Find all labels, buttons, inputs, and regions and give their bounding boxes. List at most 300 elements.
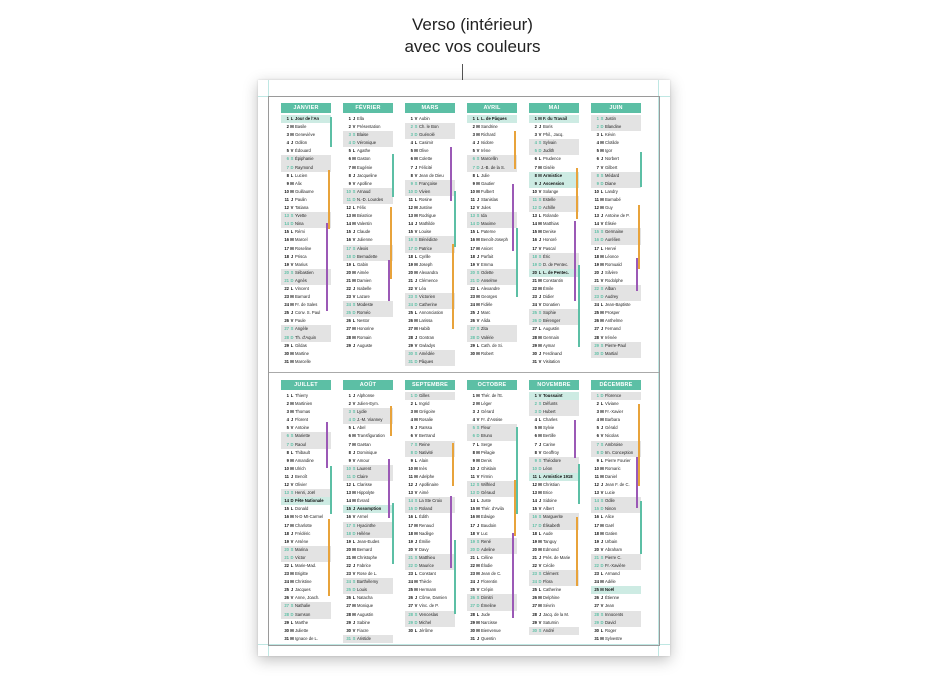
day-row [467, 350, 517, 358]
saint-name: Pâques [419, 358, 434, 364]
day-number: 3 [596, 132, 599, 138]
day-row [467, 228, 517, 236]
day-number: 10 [346, 465, 351, 471]
saint-name: Jour de l'An [295, 116, 320, 121]
day-number: 1 [534, 116, 537, 121]
day-row [405, 196, 455, 204]
day-number: 11 [284, 473, 289, 479]
saint-name: Jean de C. [481, 571, 502, 577]
day-number: 26 [346, 318, 351, 324]
weekday-letter: D [290, 164, 294, 170]
holiday-stripe [388, 459, 390, 518]
day-row [405, 505, 455, 513]
weekday-letter: M [352, 433, 356, 439]
day-row [343, 253, 393, 261]
saint-name: Amour [357, 457, 370, 463]
weekday-letter: V [600, 603, 604, 609]
day-row [591, 123, 641, 131]
saint-name: Alix [295, 180, 302, 186]
saint-name: Marius [295, 261, 308, 267]
saint-name: Matthieu [419, 554, 436, 560]
saint-name: Jean [605, 603, 615, 609]
weekday-letter: M [476, 124, 480, 130]
weekday-letter: L [352, 261, 356, 267]
day-row [343, 204, 393, 212]
saint-name: Émile [543, 285, 554, 291]
holiday-stripe [390, 207, 392, 279]
saint-name: Élisabeth [543, 522, 561, 528]
saint-name: Nicolas [605, 433, 619, 439]
day-number: 23 [346, 571, 351, 577]
day-row [343, 155, 393, 163]
weekday-letter: V [414, 603, 418, 609]
saint-name: Hermann [419, 587, 437, 593]
weekday-letter: D [352, 473, 356, 479]
saint-name: Alphonse [357, 393, 375, 398]
day-row [343, 309, 393, 317]
weekday-letter: M [352, 546, 356, 552]
saint-name: Prudence [543, 156, 561, 162]
saint-name: Marcelle [295, 358, 311, 364]
day-number: 18 [284, 530, 289, 536]
weekday-letter: L [414, 310, 418, 316]
day-row [281, 594, 331, 602]
holiday-stripe [328, 170, 330, 229]
saint-name: Thibault [295, 449, 310, 455]
saint-name: Barbara [605, 417, 620, 423]
day-row [343, 277, 393, 285]
saint-name: Pascal [543, 245, 556, 251]
saint-name: Modeste [357, 302, 374, 308]
day-row [529, 334, 579, 342]
day-number: 18 [594, 253, 599, 259]
day-row [591, 627, 641, 635]
day-number: 25 [594, 310, 599, 316]
day-number: 22 [470, 562, 475, 568]
weekday-letter: V [414, 172, 418, 178]
day-number: 23 [346, 294, 351, 300]
day-row [405, 277, 455, 285]
day-row [467, 562, 517, 570]
saint-name: Sébastien [295, 269, 314, 275]
day-number: 14 [470, 221, 475, 227]
day-number: 21 [532, 554, 537, 560]
saint-name: Estelle [543, 196, 556, 202]
weekday-letter: M [538, 595, 542, 601]
weekday-letter: D [538, 409, 542, 415]
day-row [467, 522, 517, 530]
weekday-letter: V [290, 148, 294, 154]
weekday-letter: S [352, 245, 356, 251]
saint-name: Romuald [605, 261, 622, 267]
day-number: 17 [470, 245, 475, 251]
day-number: 18 [408, 530, 413, 536]
weekday-letter: D [290, 498, 294, 504]
day-number: 27 [532, 603, 537, 609]
saint-name: Christine [295, 579, 312, 585]
saint-name: Thér. d'Avila [481, 506, 504, 512]
day-row [529, 220, 579, 228]
day-number: 8 [596, 172, 599, 178]
day-number: 31 [284, 358, 289, 364]
day-number: 23 [532, 294, 537, 300]
saint-name: F. du Travail [543, 116, 567, 121]
saint-name: Armel [357, 514, 368, 520]
weekday-letter: M [352, 490, 356, 496]
saint-name: Rosine [419, 196, 433, 202]
day-row [281, 449, 331, 457]
saint-name: Véronique [357, 140, 377, 146]
day-row [405, 164, 455, 172]
saint-name: Barnard [295, 294, 310, 300]
saint-name: Honorine [357, 326, 374, 332]
saint-name: Assomption [357, 506, 382, 512]
day-row [405, 245, 455, 253]
day-number: 20 [470, 269, 475, 275]
day-number: 10 [532, 465, 537, 471]
saint-name: Phil., Jacq. [543, 132, 564, 138]
day-number: 27 [346, 326, 351, 332]
weekday-letter: M [538, 490, 542, 496]
weekday-letter: J [352, 285, 356, 291]
weekday-letter: V [476, 318, 480, 324]
weekday-letter: L [414, 627, 418, 633]
day-number: 6 [410, 433, 413, 439]
weekday-letter: M [538, 229, 542, 235]
saint-name: Anthelme [605, 318, 623, 324]
day-row [467, 115, 517, 123]
saint-name: Adelphe [419, 473, 435, 479]
day-number: 13 [408, 490, 413, 496]
weekday-letter: V [414, 342, 418, 348]
day-row [405, 301, 455, 309]
day-list [591, 392, 641, 643]
weekday-letter: M [538, 538, 542, 544]
day-row [529, 212, 579, 220]
saint-name: Gwladys [419, 342, 436, 348]
weekday-letter: L [290, 116, 294, 121]
day-number: 27 [284, 603, 289, 609]
weekday-letter: J [414, 595, 418, 601]
holiday-stripe [576, 517, 578, 586]
saint-name: Émilie [419, 538, 431, 544]
weekday-letter: J [538, 441, 542, 447]
day-row [405, 253, 455, 261]
weekday-letter: L [352, 482, 356, 488]
day-number: 6 [348, 156, 351, 162]
day-row [405, 449, 455, 457]
weekday-letter: M [290, 514, 294, 520]
day-number: 16 [532, 237, 537, 243]
day-number: 17 [408, 245, 413, 251]
weekday-letter: V [476, 587, 480, 593]
day-number: 27 [594, 603, 599, 609]
saint-name: Davy [419, 546, 429, 552]
holiday-stripe [512, 533, 514, 618]
saint-name: Roland [419, 506, 433, 512]
day-row [281, 309, 331, 317]
weekday-letter: L [538, 156, 542, 162]
day-row [467, 131, 517, 139]
saint-name: Nativité [419, 449, 433, 455]
holiday-stripe [578, 464, 580, 504]
saint-name: Bertille [543, 433, 556, 439]
weekday-letter: M [600, 522, 604, 528]
weekday-letter: S [600, 611, 604, 617]
day-row [281, 155, 331, 163]
saint-name: Jude [481, 611, 491, 617]
weekday-letter: V [538, 188, 542, 194]
saint-name: Bruno [481, 433, 493, 439]
day-number: 12 [346, 205, 351, 211]
day-row [591, 253, 641, 261]
weekday-letter: J [600, 482, 604, 488]
day-number: 9 [596, 457, 599, 463]
saint-name: Justine [419, 205, 433, 211]
weekday-letter: J [600, 156, 604, 162]
day-row [591, 416, 641, 424]
saint-name: Épiphanie [295, 156, 314, 162]
day-row [467, 172, 517, 180]
saint-name: Antoine [295, 425, 310, 431]
saint-name: Renaud [419, 522, 434, 528]
day-number: 19 [594, 538, 599, 544]
saint-name: Martine [295, 350, 309, 356]
saint-name: Valentin [357, 221, 372, 227]
day-number: 12 [532, 205, 537, 211]
weekday-letter: L [414, 140, 418, 146]
weekday-letter: V [414, 433, 418, 439]
day-number: 15 [408, 229, 413, 235]
day-row [467, 586, 517, 594]
day-number: 3 [534, 409, 537, 415]
day-row [405, 342, 455, 350]
weekday-letter: J [352, 393, 356, 398]
day-row [343, 432, 393, 440]
day-number: 14 [408, 221, 413, 227]
day-row [467, 188, 517, 196]
day-number: 21 [346, 554, 351, 560]
weekday-letter: M [476, 457, 480, 463]
day-row [591, 578, 641, 586]
day-number: 18 [594, 530, 599, 536]
weekday-letter: S [538, 401, 542, 407]
weekday-letter: V [476, 148, 480, 154]
day-row [467, 317, 517, 325]
day-number: 21 [284, 277, 289, 283]
day-row [591, 522, 641, 530]
saint-name: Fulbert [481, 188, 495, 194]
saint-name: Ghislain [481, 465, 497, 471]
day-row [405, 131, 455, 139]
day-row [591, 188, 641, 196]
saint-name: Norbert [605, 156, 619, 162]
saint-name: Alida [481, 318, 491, 324]
saint-name: Vincent [295, 285, 309, 291]
day-number: 3 [472, 409, 475, 415]
weekday-letter: L [414, 253, 418, 259]
day-number: 12 [594, 482, 599, 488]
day-number: 4 [534, 140, 537, 146]
day-row [405, 317, 455, 325]
day-number: 11 [532, 196, 537, 202]
day-number: 21 [346, 277, 351, 283]
weekday-letter: L [538, 269, 542, 275]
weekday-letter: M [352, 326, 356, 332]
saint-name: Mariette [295, 433, 311, 439]
day-row [281, 530, 331, 538]
day-number: 16 [346, 237, 351, 243]
weekday-letter: V [538, 506, 542, 512]
day-row [405, 578, 455, 586]
saint-name: Hyacinthe [357, 522, 376, 528]
weekday-letter: V [600, 546, 604, 552]
saint-name: Larissa [419, 318, 433, 324]
saint-name: Juliette [295, 627, 309, 633]
weekday-letter: D [414, 562, 418, 568]
saint-name: Joseph [419, 261, 433, 267]
saint-name: Jacqueline [357, 172, 378, 178]
day-row [529, 449, 579, 457]
day-number: 13 [532, 490, 537, 496]
day-number: 5 [410, 425, 413, 431]
day-row [281, 317, 331, 325]
day-number: 18 [408, 253, 413, 259]
saint-name: Aymar [543, 342, 556, 348]
saint-name: Didier [543, 294, 554, 300]
day-number: 23 [470, 571, 475, 577]
weekday-letter: J [600, 213, 604, 219]
saint-name: Hippolyte [357, 490, 375, 496]
day-number: 24 [594, 579, 599, 585]
day-number: 24 [284, 302, 289, 308]
day-row [529, 408, 579, 416]
day-row [591, 489, 641, 497]
day-number: 18 [470, 530, 475, 536]
weekday-letter: M [538, 334, 542, 340]
weekday-letter: M [538, 164, 542, 170]
day-number: 16 [594, 237, 599, 243]
day-row [591, 350, 641, 358]
day-number: 18 [346, 530, 351, 536]
day-row [405, 594, 455, 602]
day-row [591, 619, 641, 627]
saint-name: Hervé [605, 245, 617, 251]
saint-name: Delphine [543, 595, 560, 601]
weekday-letter: S [290, 156, 294, 162]
day-row [343, 245, 393, 253]
weekday-letter: L [414, 401, 418, 407]
saint-name: Edmond [543, 546, 559, 552]
weekday-letter: S [476, 538, 480, 544]
saint-name: Claude [357, 229, 371, 235]
day-list [281, 115, 331, 366]
saint-name: Nina [295, 221, 304, 227]
day-number: 15 [594, 506, 599, 512]
saint-name: Laurent [357, 465, 372, 471]
month-block [281, 103, 331, 366]
day-row [281, 245, 331, 253]
holiday-stripe [450, 147, 452, 201]
day-number: 6 [348, 433, 351, 439]
day-row [281, 131, 331, 139]
weekday-letter: V [538, 302, 542, 308]
day-number: 31 [470, 635, 475, 641]
saint-name: Florentin [481, 579, 498, 585]
saint-name: Fernand [605, 326, 621, 332]
day-row [405, 522, 455, 530]
weekday-letter: L [352, 148, 356, 154]
day-row [405, 416, 455, 424]
day-row [405, 400, 455, 408]
weekday-letter: D [538, 465, 542, 471]
day-row [529, 611, 579, 619]
day-number: 10 [408, 465, 413, 471]
weekday-letter: D [600, 237, 604, 243]
day-row [281, 350, 331, 358]
day-number: 12 [284, 205, 289, 211]
weekday-letter: M [476, 627, 480, 633]
weekday-letter: L [538, 326, 542, 332]
saint-name: Jacques [295, 587, 311, 593]
day-row [343, 481, 393, 489]
weekday-letter: J [538, 554, 542, 560]
month-block [343, 103, 393, 350]
saint-name: Bernadette [357, 253, 378, 259]
day-row [591, 342, 641, 350]
day-row [405, 441, 455, 449]
saint-name: Thér. de l'E. [481, 393, 504, 398]
day-row [343, 611, 393, 619]
day-row [405, 481, 455, 489]
day-number: 5 [596, 148, 599, 154]
saint-name: Fabrice [357, 562, 371, 568]
weekday-letter: D [352, 530, 356, 536]
day-number: 8 [286, 172, 289, 178]
month-header: OCTOBRE [467, 380, 517, 390]
weekday-letter: M [476, 514, 480, 520]
day-number: 25 [532, 587, 537, 593]
weekday-letter: M [538, 603, 542, 609]
saint-name: Gildas [295, 342, 307, 348]
weekday-letter: L [290, 285, 294, 291]
weekday-letter: J [476, 409, 480, 415]
day-number: 14 [284, 221, 289, 227]
day-number: 29 [284, 342, 289, 348]
day-number: 5 [472, 148, 475, 154]
saint-name: Diane [605, 180, 616, 186]
day-row [405, 465, 455, 473]
day-number: 7 [534, 164, 537, 170]
weekday-letter: L [600, 571, 604, 577]
weekday-letter: D [600, 562, 604, 568]
day-row [343, 269, 393, 277]
day-number: 27 [284, 326, 289, 332]
saint-name: Roger [605, 627, 617, 633]
day-row [281, 172, 331, 180]
weekday-letter: V [290, 595, 294, 601]
caption-line-2: avec vos couleurs [404, 37, 541, 56]
day-number: 9 [348, 457, 351, 463]
day-number: 8 [534, 172, 537, 178]
weekday-letter: M [476, 619, 480, 625]
day-row [405, 293, 455, 301]
weekday-letter: S [538, 571, 542, 577]
saint-name: Geoffroy [543, 449, 559, 455]
weekday-letter: D [414, 449, 418, 455]
day-number: 25 [346, 587, 351, 593]
weekday-letter: V [600, 164, 604, 170]
